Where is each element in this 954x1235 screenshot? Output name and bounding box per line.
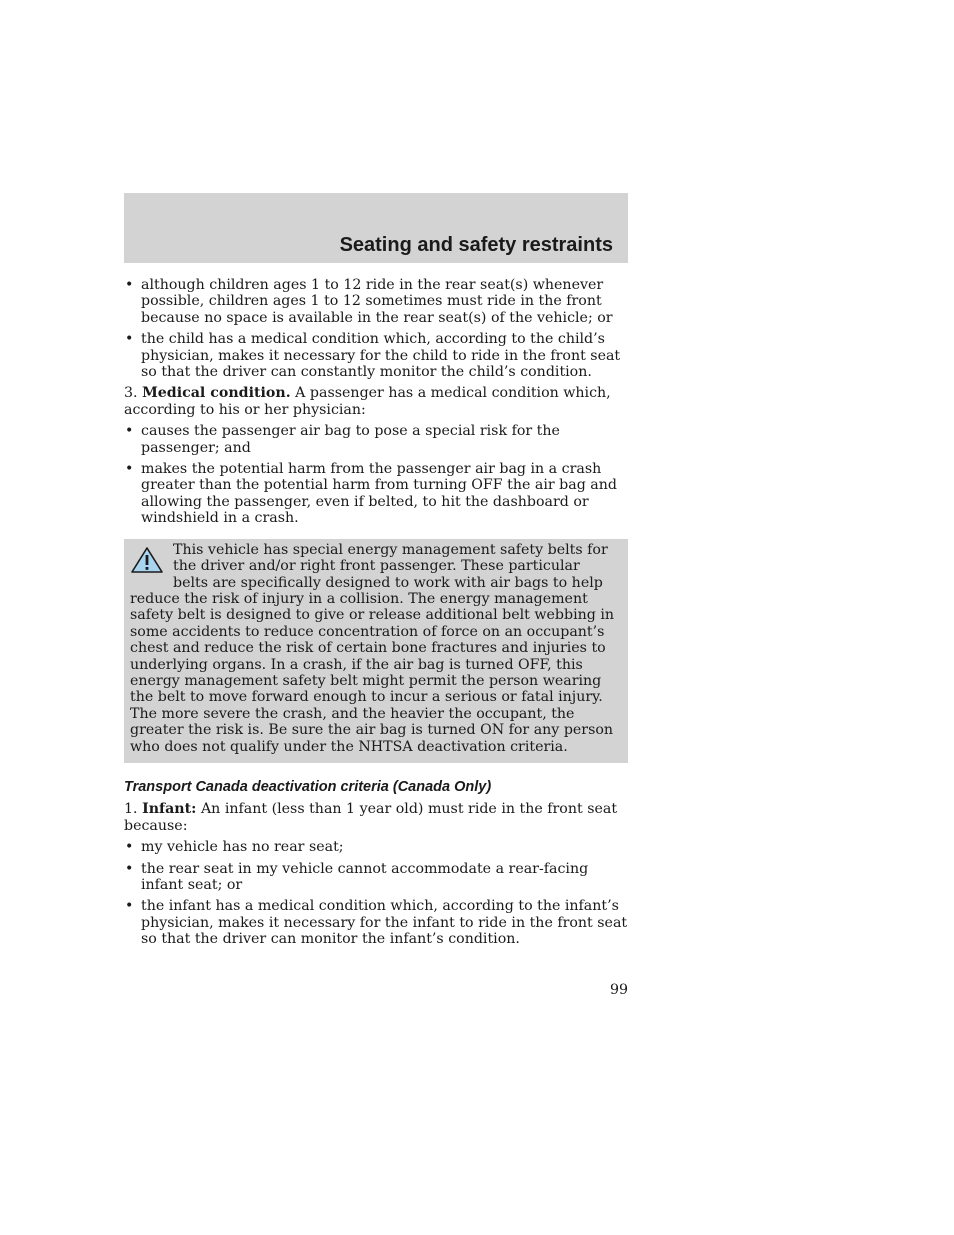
canada-heading: Transport Canada deactivation criteria (Canada Only) — [124, 778, 492, 795]
warning-box — [124, 539, 628, 763]
item-number: 3. — [124, 385, 138, 402]
bullet-icon: • — [125, 277, 134, 293]
list-item: • although children ages 1 to 12 ride in the rear seat(s) whenever possible, children ages 1 to 12 sometimes must ride in the front because no space is available in the rear seat(s) of the vehicle; or — [125, 277, 613, 326]
bullet-icon: • — [125, 839, 134, 856]
page-number: 99 — [609, 982, 628, 998]
bullet-icon: • — [125, 423, 134, 440]
page-content — [124, 277, 628, 953]
warning-triangle-icon — [130, 546, 166, 576]
list-item: • the infant has a medical condition which, according to the infant’s physician, makes it necessary for the infant to ride in the front seat so that the driver can monitor the infant’s condition. — [125, 898, 628, 948]
bullet-icon: • — [125, 898, 134, 915]
section-header-band — [124, 193, 628, 263]
bullet-icon: • — [125, 461, 134, 478]
list-item: • makes the potential harm from the passenger air bag in a crash greater than the potential harm from turning OFF the air bag and allowing the passenger, even if belted, to hit the dashboard or windshield in a crash. — [125, 461, 617, 527]
warning-text: This vehicle has special energy management safety belts for the driver and/or right front passenger. These particular belts are specifically designed to work with air bags to help reduce the risk of injury in a collision. The energy management safety belt is designed to give or release additional belt webbing in some accidents to reduce concentration of force on an occupant’s chest and reduce the risk of certain bone fractures and injuries to underlying organs. In a crash, if the air bag is turned OFF, this energy management safety belt might permit the person wearing the belt to move forward enough to incur a serious or fatal injury. The more severe the crash, and the heavier the occupant, the greater the risk is. Be sure the air bag is turned ON for any person who does not qualify under the NHTSA deactivation criteria. — [130, 541, 615, 755]
list-item: • the rear seat in my vehicle cannot accommodate a rear-facing infant seat; or — [125, 860, 589, 893]
bullet-list-children — [124, 277, 628, 380]
item-text: An infant (less than 1 year old) must ride in the front seat because: — [124, 801, 618, 834]
bullet-icon: • — [125, 331, 134, 348]
item-term: Infant: — [142, 801, 197, 818]
list-item: • causes the passenger air bag to pose a special risk for the passenger; and — [125, 423, 560, 456]
bullet-list-infant — [124, 839, 628, 947]
item-text: A passenger has a medical condition which, according to his or her physician: — [124, 385, 611, 418]
item-number: 1. — [124, 801, 138, 818]
bullet-icon: • — [125, 860, 134, 877]
list-item: • the child has a medical condition which, according to the child’s physician, makes it necessary for the child to ride in the front seat so that the driver can constantly monitor the child’s condition. — [125, 331, 621, 381]
medical-condition-paragraph — [124, 385, 628, 418]
infant-paragraph — [124, 801, 628, 834]
bullet-list-medical — [124, 423, 628, 526]
section-title: Seating and safety restraints — [339, 234, 613, 256]
list-item: • my vehicle has no rear seat; — [125, 839, 344, 856]
item-term: Medical condition. — [142, 385, 291, 402]
